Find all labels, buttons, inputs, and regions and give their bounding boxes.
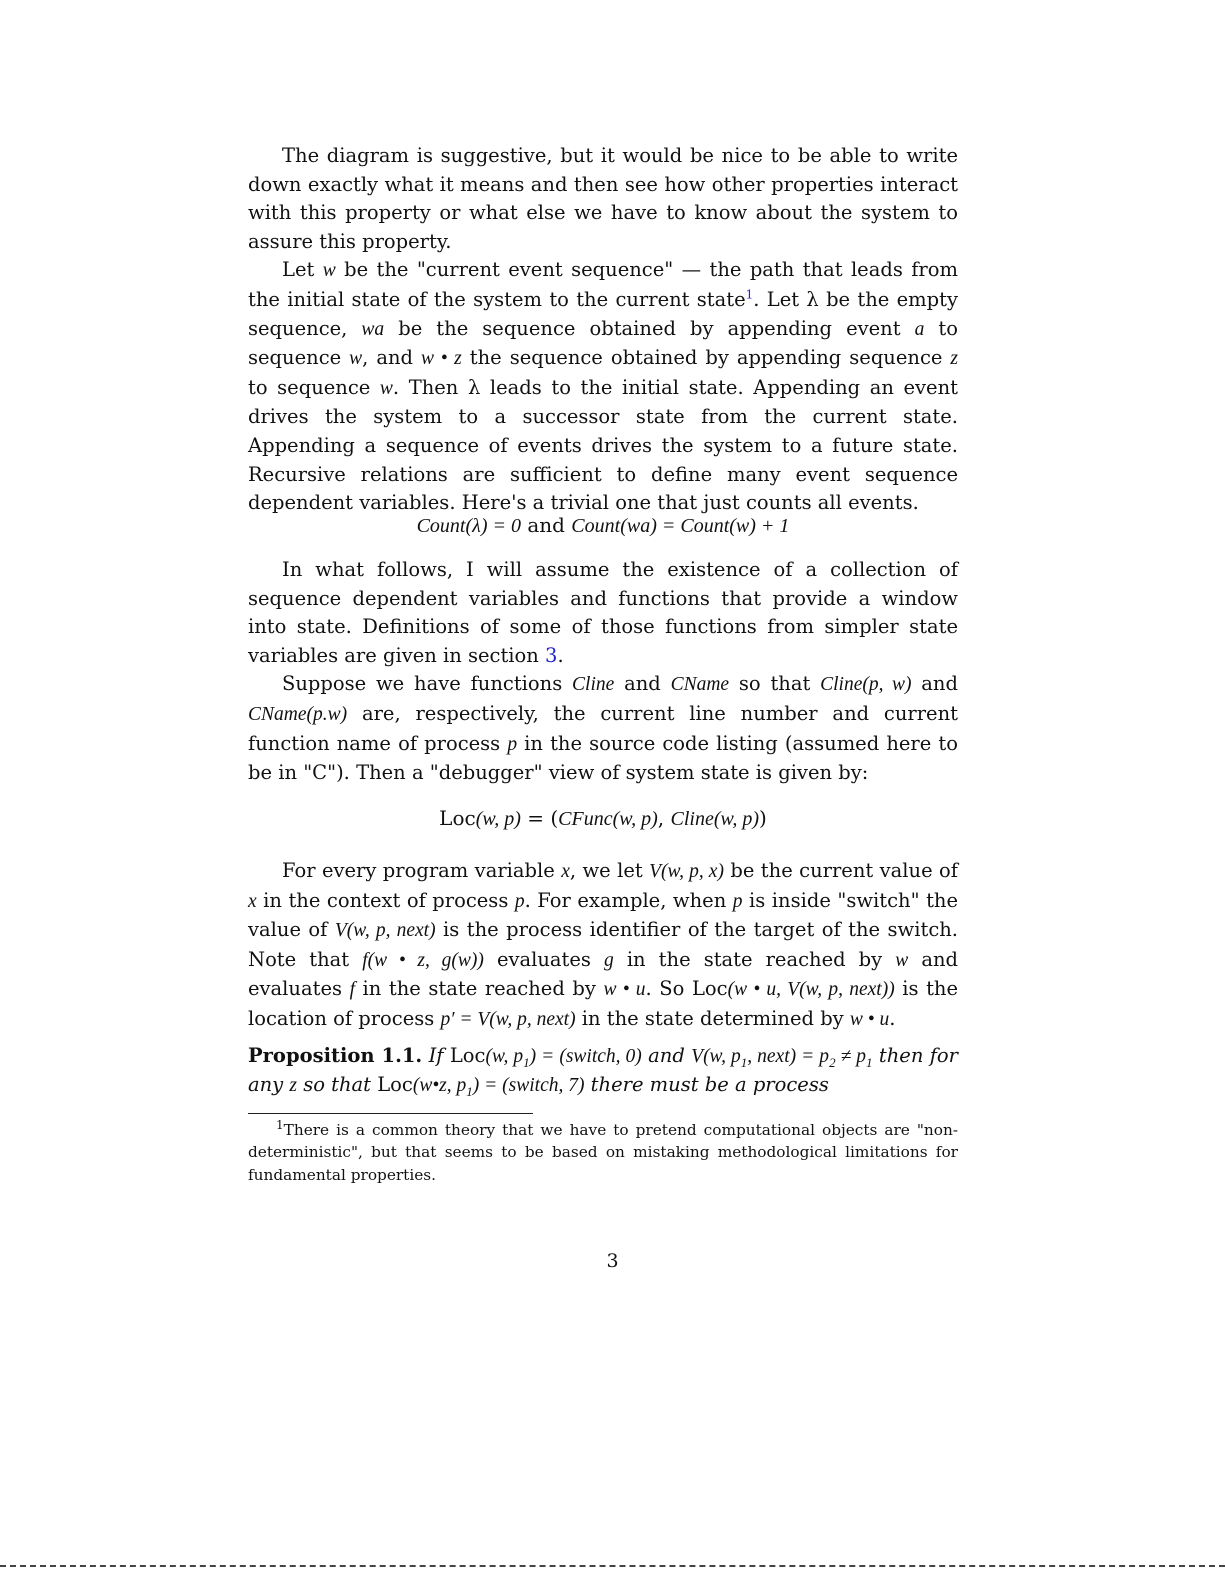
proposition-title: Proposition 1.1.: [248, 1043, 423, 1067]
equation-count: Count(λ) = 0 and Count(wa) = Count(w) + 1: [416, 513, 790, 537]
paragraph-4: Suppose we have functions Cline and CName so that Cline(p, w) and CName(p.w) are, respectively, the current line number and current function name of process p in the source code listing (assumed here to be in "C"). Then a "debugger" view of system state is given by:: [248, 672, 958, 785]
paragraph-3: In what follows, I will assume the existence of a collection of sequence dependent variables and functions that provide a window into state. Definitions of some of those functions from simpler state variables are given in section 3.: [248, 558, 958, 667]
paragraph-5: For every program variable x, we let V(w, p, x) be the current value of x in the context of process p. For example, when p is inside "switch" the value of V(w, p, next) is the process identifier of the target of the switch. Note that f(w • z, g(w)) evaluates g in the state reached by w and evaluates f in the state reached by w • u. So Loc(w • u, V(w, p, next)) is the location of process p′ = V(w, p, next) in the state determined by w • u.: [248, 859, 958, 1030]
body-text-3: [248, 857, 958, 1101]
page-bottom-dashed-line: [0, 1565, 1225, 1567]
body-text-2: [248, 556, 958, 788]
paragraph-1: The diagram is suggestive, but it would be nice to be able to write down exactly what it means and then see how other properties interact with this property or what else we have to know about the system to assure this property.: [248, 144, 958, 253]
footnote-rule: [248, 1113, 533, 1114]
paragraph-2: Let w be the "current event sequence" — the path that leads from the initial state of the system to the current state$^1$. Let λ be the empty sequence, wa be the sequence obtained by appending event a to sequence w, and w • z the sequence obtained by appending sequence z to sequence w. Then λ leads to the initial state. Appending an event drives the system to a successor state from the current state. Appending a sequence of events drives the system to a future state. Recursive relations are sufficient to define many event sequence dependent variables. Here's a trivial one that just counts all events.: [248, 258, 959, 515]
body-text: [248, 142, 958, 518]
equation-loc: Loc(w, p) = (CFunc(w, p), Cline(w, p)): [439, 806, 767, 830]
footnote-1: $^1$There is a common theory that we have to pretend computational objects are "non-deterministic", but that seems to be based on mistaking methodological limitations for fundamental properties.: [248, 1117, 958, 1184]
footnote-ref-1[interactable]: 1: [745, 287, 754, 302]
section-ref-link[interactable]: 3: [545, 643, 558, 667]
proposition-1-1: Proposition 1.1. If Loc(w, $p_1$) = (switch, 0) and V(w, $p_1$, next) = $p_2 \ne p_1$ then for any z so that Loc(w•z, $p_1$) = (switch, 7) there must be a process: [248, 1043, 958, 1100]
page-number: 3: [606, 1250, 619, 1272]
